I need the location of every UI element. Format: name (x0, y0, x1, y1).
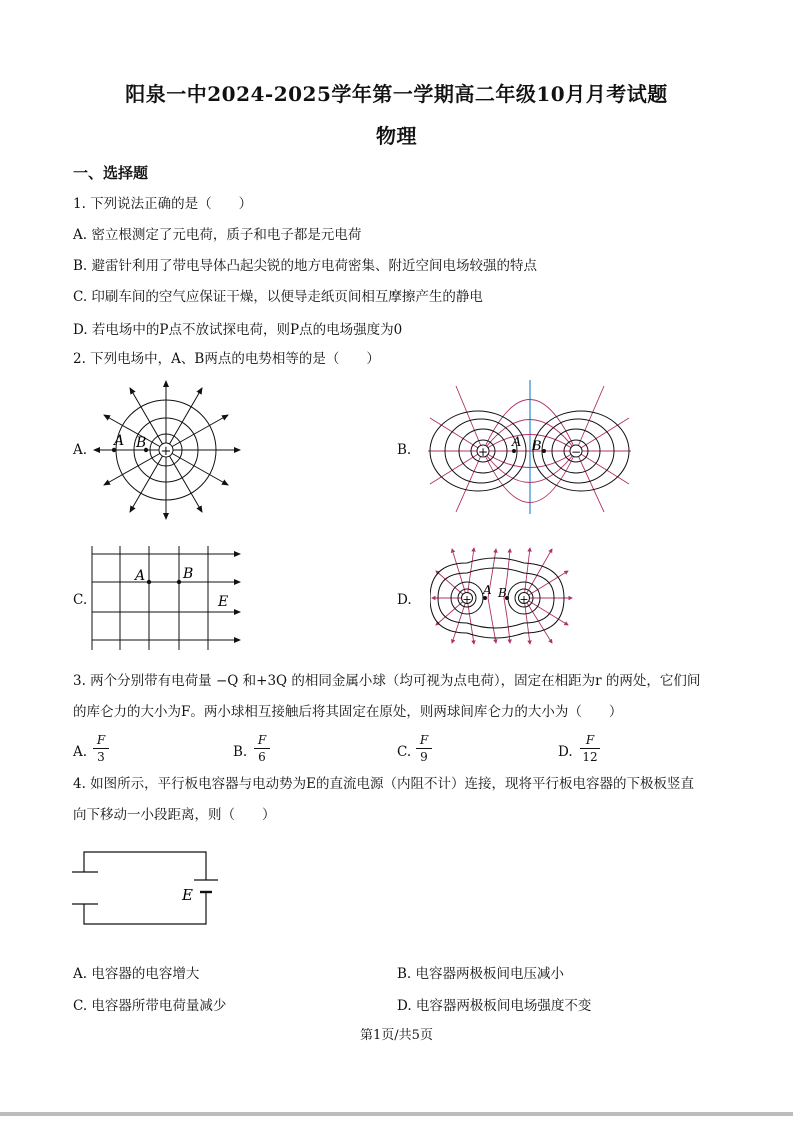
page-number: 第1页/共5页 (360, 1028, 433, 1043)
fig-b-point-a: A (512, 435, 522, 450)
fig-b-point-b: B (532, 439, 542, 454)
q3-d-numerator: F (585, 733, 595, 747)
section-heading: 一、选择题 (73, 164, 149, 182)
q3-b-denominator: 6 (258, 750, 266, 764)
figure-uniform-field (88, 540, 248, 655)
q3-option-b-label: B. (233, 744, 248, 760)
fig-a-point-a: A (114, 433, 125, 449)
q3-stem-line1: 3. 两个分别带有电荷量 −Q 和+3Q 的相同金属小球（均可视为点电荷），固定在相距为r 的两处，它们间 (73, 673, 701, 689)
fig-b-positive-sign: + (477, 445, 489, 459)
fig-c-point-b: B (183, 566, 194, 582)
q4-option-a: A. 电容器的电容增大 (73, 966, 200, 982)
fig-c-field-e: E (218, 594, 229, 610)
figure-point-charge (90, 375, 250, 525)
q2-option-b-label: B. (397, 442, 412, 458)
fig-b-negative-sign: − (570, 445, 582, 459)
q4-option-b: B. 电容器两极板间电压减小 (397, 966, 565, 982)
subject-title: 物理 (376, 124, 417, 148)
exam-title: 阳泉一中2024-2025学年第一学期高二年级10月月考试题 (125, 82, 668, 106)
fig-d-charge1-sign: + (462, 593, 472, 606)
q3-d-denominator: 12 (582, 750, 598, 764)
q3-option-d-label: D. (558, 744, 573, 760)
q1-option-c: C. 印刷车间的空气应保证干燥，以便导走纸页间相互摩擦产生的静电 (73, 289, 483, 305)
q3-a-denominator: 3 (97, 750, 105, 764)
fig-a-point-b: B (136, 435, 147, 451)
q4-stem-line2: 向下移动一小段距离，则（ ） (73, 807, 276, 823)
circuit-emf-label: E (182, 886, 193, 904)
q4-stem-line1: 4. 如图所示，平行板电容器与电动势为E的直流电源（内阻不计）连接，现将平行板电容器的下极板竖直 (73, 776, 695, 792)
q2-option-a-label: A. (73, 442, 88, 458)
q3-option-c-label: C. (397, 744, 412, 760)
fig-a-charge-sign: + (160, 444, 172, 459)
q3-c-denominator: 9 (420, 750, 428, 764)
figure-dipole (426, 378, 636, 516)
q3-option-d-fraction (580, 733, 600, 764)
q3-stem-line2: 的库仑力的大小为F。两小球相互接触后将其固定在原处，则两球间库仑力的大小为（ ） (73, 704, 623, 720)
q2-option-d-label: D. (397, 592, 412, 608)
q3-option-c-fraction (416, 733, 432, 764)
q3-a-numerator: F (96, 733, 106, 747)
fig-d-point-b: B (498, 586, 507, 600)
q2-option-c-label: C. (73, 592, 88, 608)
q2-stem: 2. 下列电场中，A、B两点的电势相等的是（ ） (73, 351, 380, 367)
q1-option-b: B. 避雷针利用了带电导体凸起尖锐的地方电荷密集、附近空间电场较强的特点 (73, 258, 538, 274)
q3-c-numerator: F (419, 733, 429, 747)
fig-c-point-a: A (135, 568, 146, 584)
fig-d-charge2-sign: + (519, 593, 529, 606)
q3-option-a-label: A. (73, 744, 88, 760)
q3-option-b-fraction (254, 733, 270, 764)
figure-like-charges (430, 545, 575, 645)
q4-option-d: D. 电容器两极板间电场强度不变 (397, 998, 592, 1014)
q3-b-numerator: F (257, 733, 267, 747)
fig-d-point-a: A (483, 583, 492, 597)
q1-option-a: A. 密立根测定了元电荷，质子和电子都是元电荷 (73, 227, 362, 243)
q4-option-c: C. 电容器所带电荷量减少 (73, 998, 227, 1014)
q1-stem: 1. 下列说法正确的是（ ） (73, 196, 253, 212)
figure-capacitor-circuit (70, 848, 220, 928)
q3-option-a-fraction (93, 733, 109, 764)
q1-option-d: D. 若电场中的P点不放试探电荷，则P点的电场强度为0 (73, 322, 403, 338)
page-bottom-border (0, 1112, 793, 1116)
